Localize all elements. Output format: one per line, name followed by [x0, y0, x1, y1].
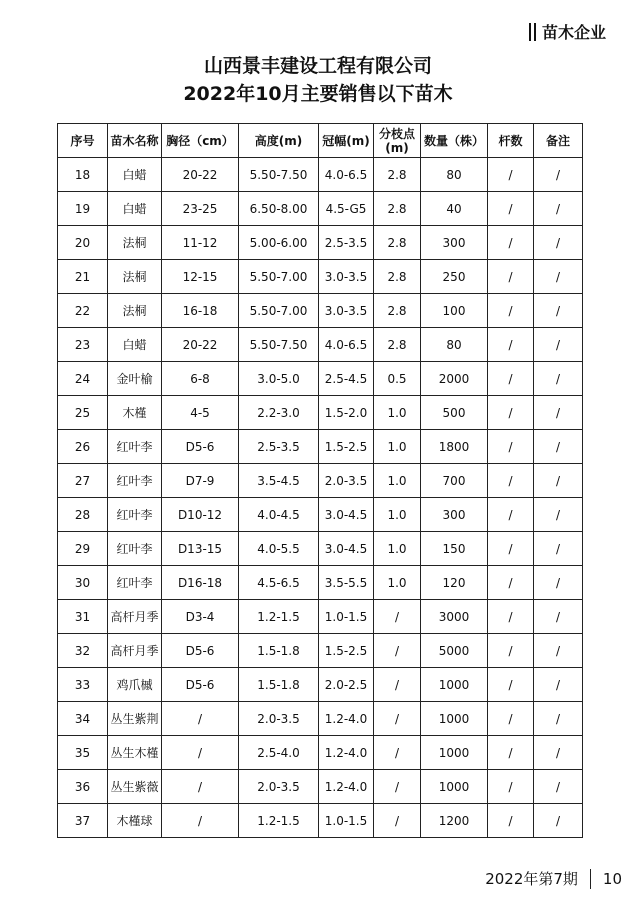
table-cell: /	[374, 702, 421, 736]
header-cell-line: 分枝点	[378, 126, 415, 141]
table-cell: /	[534, 770, 583, 804]
table-cell: /	[488, 498, 534, 532]
table-row	[58, 804, 583, 838]
table-cell: 1000	[421, 702, 488, 736]
table-cell: /	[488, 804, 534, 838]
table-cell: 丛生紫荆	[108, 702, 162, 736]
table-cell: D3-4	[162, 600, 239, 634]
table-cell: 6-8	[162, 362, 239, 396]
table-cell: 1.0	[374, 396, 421, 430]
table-cell: /	[534, 362, 583, 396]
table-cell: 3.5-4.5	[239, 464, 319, 498]
table-cell: 3.0-3.5	[319, 260, 374, 294]
table-row	[58, 736, 583, 770]
table-cell: 1.0	[374, 566, 421, 600]
table-row	[58, 362, 583, 396]
table-row	[58, 634, 583, 668]
table-cell: /	[488, 226, 534, 260]
header-cell: 苗木名称	[108, 124, 162, 158]
table-cell: 500	[421, 396, 488, 430]
table-cell: 2.5-3.5	[239, 430, 319, 464]
title-subject: 2022年10月主要销售以下苗木	[183, 83, 453, 105]
table-cell: /	[534, 498, 583, 532]
table-cell: 5.00-6.00	[239, 226, 319, 260]
table-cell: 3.0-3.5	[319, 294, 374, 328]
table-cell: 丛生紫薇	[108, 770, 162, 804]
table-cell: 2000	[421, 362, 488, 396]
table-cell: 1.0-1.5	[319, 804, 374, 838]
table-cell: 26	[58, 430, 108, 464]
table-cell: 5.50-7.00	[239, 260, 319, 294]
table-cell: /	[534, 634, 583, 668]
table-cell: /	[534, 260, 583, 294]
table-cell: 白蜡	[108, 158, 162, 192]
table-cell: 红叶李	[108, 532, 162, 566]
table-cell: D5-6	[162, 430, 239, 464]
title-company: 山西景丰建设工程有限公司	[203, 55, 432, 77]
table-cell: 250	[421, 260, 488, 294]
table-row	[58, 294, 583, 328]
table-cell: /	[534, 396, 583, 430]
table-cell: 18	[58, 158, 108, 192]
table-cell: 150	[421, 532, 488, 566]
table-cell: 1.0-1.5	[319, 600, 374, 634]
table-cell: D5-6	[162, 634, 239, 668]
table-cell: 红叶李	[108, 430, 162, 464]
table-cell: /	[374, 736, 421, 770]
table-cell: 白蜡	[108, 192, 162, 226]
table-cell: 300	[421, 498, 488, 532]
table-cell: /	[534, 328, 583, 362]
table-cell: 1.2-4.0	[319, 770, 374, 804]
table-cell: /	[162, 736, 239, 770]
table-cell: /	[534, 566, 583, 600]
table-cell: 0.5	[374, 362, 421, 396]
page-number: 10	[602, 869, 622, 888]
table-cell: /	[534, 532, 583, 566]
table-cell: 24	[58, 362, 108, 396]
table-cell: 4.0-6.5	[319, 158, 374, 192]
table-cell: /	[488, 294, 534, 328]
table-cell: 20	[58, 226, 108, 260]
table-cell: 11-12	[162, 226, 239, 260]
header-cell: 胸径（cm）	[162, 124, 239, 158]
table-cell: 2.5-4.0	[239, 736, 319, 770]
table-cell: /	[374, 770, 421, 804]
table-cell: 23-25	[162, 192, 239, 226]
table-cell: 红叶李	[108, 566, 162, 600]
table-cell: 5000	[421, 634, 488, 668]
table-cell: 2.5-3.5	[319, 226, 374, 260]
table-cell: 3.0-4.5	[319, 498, 374, 532]
table-cell: 30	[58, 566, 108, 600]
table-cell: 丛生木槿	[108, 736, 162, 770]
table-row	[58, 600, 583, 634]
page-footer	[485, 868, 622, 889]
table-cell: 1.2-4.0	[319, 702, 374, 736]
table-row	[58, 328, 583, 362]
table-row	[58, 702, 583, 736]
table-cell: 1.0	[374, 430, 421, 464]
header-cell: 冠幅(m)	[319, 124, 374, 158]
table-cell: /	[374, 668, 421, 702]
table-cell: 36	[58, 770, 108, 804]
table-cell: 2.8	[374, 328, 421, 362]
table-cell: 40	[421, 192, 488, 226]
table-cell: 32	[58, 634, 108, 668]
table-cell: 5.50-7.00	[239, 294, 319, 328]
table-cell: 2.8	[374, 294, 421, 328]
table-cell: /	[534, 192, 583, 226]
table-cell: /	[488, 770, 534, 804]
table-cell: 2.0-3.5	[319, 464, 374, 498]
table-row	[58, 260, 583, 294]
table-row	[58, 158, 583, 192]
header-tag	[529, 20, 606, 43]
table-cell: /	[488, 634, 534, 668]
table-cell: /	[374, 634, 421, 668]
table-cell: /	[162, 770, 239, 804]
table-cell: 3.5-5.5	[319, 566, 374, 600]
table-cell: 3.0-5.0	[239, 362, 319, 396]
table-cell: /	[534, 736, 583, 770]
table-cell: /	[534, 702, 583, 736]
table-cell: 1.2-4.0	[319, 736, 374, 770]
table-cell: 1.0	[374, 532, 421, 566]
table-cell: 4.0-6.5	[319, 328, 374, 362]
table-cell: D13-15	[162, 532, 239, 566]
table-row	[58, 226, 583, 260]
table-cell: 6.50-8.00	[239, 192, 319, 226]
table-cell: 19	[58, 192, 108, 226]
table-cell: 1.5-1.8	[239, 668, 319, 702]
table-cell: 34	[58, 702, 108, 736]
table-cell: 2.5-4.5	[319, 362, 374, 396]
table-cell: 1800	[421, 430, 488, 464]
table-cell: 120	[421, 566, 488, 600]
table-row	[58, 532, 583, 566]
table-cell: /	[374, 804, 421, 838]
table-cell: /	[534, 158, 583, 192]
table-cell: /	[162, 702, 239, 736]
table-cell: 法桐	[108, 294, 162, 328]
table-cell: /	[488, 260, 534, 294]
table-cell: 高杆月季	[108, 634, 162, 668]
table-cell: 80	[421, 158, 488, 192]
table-cell: D5-6	[162, 668, 239, 702]
header-cell-line: (m)	[385, 140, 409, 155]
table-cell: 红叶李	[108, 464, 162, 498]
table-cell: 12-15	[162, 260, 239, 294]
table-cell: 2.0-3.5	[239, 702, 319, 736]
table-cell: /	[488, 362, 534, 396]
table-cell: 1.5-2.5	[319, 430, 374, 464]
table-cell: 2.2-3.0	[239, 396, 319, 430]
table-row	[58, 498, 583, 532]
table-cell: 法桐	[108, 226, 162, 260]
table-cell: 1.0	[374, 464, 421, 498]
table-cell: 31	[58, 600, 108, 634]
table-cell: 法桐	[108, 260, 162, 294]
table-cell: 4.5-6.5	[239, 566, 319, 600]
table-cell: /	[534, 804, 583, 838]
table-cell: 21	[58, 260, 108, 294]
table-cell: 鸡爪槭	[108, 668, 162, 702]
table-cell: /	[488, 430, 534, 464]
table-cell: 1.0	[374, 498, 421, 532]
table-cell: 29	[58, 532, 108, 566]
table-cell: 2.8	[374, 260, 421, 294]
divider-bars	[529, 23, 536, 41]
table-cell: /	[488, 668, 534, 702]
table-cell: 35	[58, 736, 108, 770]
header-cell: 备注	[534, 124, 583, 158]
table-cell: 2.8	[374, 158, 421, 192]
table-cell: 22	[58, 294, 108, 328]
table-cell: 25	[58, 396, 108, 430]
table-cell: /	[488, 566, 534, 600]
table-cell: 20-22	[162, 158, 239, 192]
table-cell: 4.5-G5	[319, 192, 374, 226]
table-cell: 5.50-7.50	[239, 328, 319, 362]
header-cell: 数量（株）	[421, 124, 488, 158]
table-cell: /	[162, 804, 239, 838]
table-cell: 4.0-4.5	[239, 498, 319, 532]
table-cell: 3000	[421, 600, 488, 634]
table-cell: 1000	[421, 770, 488, 804]
table-cell: 5.50-7.50	[239, 158, 319, 192]
table-cell: /	[488, 702, 534, 736]
table-cell: 1000	[421, 668, 488, 702]
table-row	[58, 430, 583, 464]
table-cell: 80	[421, 328, 488, 362]
table-cell: /	[488, 192, 534, 226]
page-title	[0, 52, 636, 108]
table-cell: 23	[58, 328, 108, 362]
issue-label: 2022年第7期	[485, 870, 578, 888]
header-tag-label: 苗木企业	[541, 23, 606, 42]
table-cell: 金叶榆	[108, 362, 162, 396]
table-cell: /	[534, 430, 583, 464]
table-cell: 28	[58, 498, 108, 532]
table-cell: 2.0-3.5	[239, 770, 319, 804]
table-header-row	[58, 124, 583, 158]
table-cell: 2.8	[374, 226, 421, 260]
table-cell: /	[488, 532, 534, 566]
table-cell: 1200	[421, 804, 488, 838]
table-cell: /	[534, 294, 583, 328]
table-cell: 700	[421, 464, 488, 498]
table-cell: 1.2-1.5	[239, 600, 319, 634]
table-cell: /	[488, 464, 534, 498]
table-cell: D10-12	[162, 498, 239, 532]
table-cell: /	[534, 600, 583, 634]
table-cell: 高杆月季	[108, 600, 162, 634]
table-cell: /	[488, 328, 534, 362]
table-cell: 4-5	[162, 396, 239, 430]
table-cell: /	[488, 736, 534, 770]
table-cell: 300	[421, 226, 488, 260]
table-row	[58, 192, 583, 226]
table-cell: 3.0-4.5	[319, 532, 374, 566]
table-cell: 1.5-1.8	[239, 634, 319, 668]
table-cell: /	[374, 600, 421, 634]
table-cell: 1.5-2.0	[319, 396, 374, 430]
table-cell: /	[488, 600, 534, 634]
header-cell	[374, 124, 421, 158]
nursery-stock-table	[57, 123, 583, 838]
table-cell: /	[534, 668, 583, 702]
table-cell: 4.0-5.5	[239, 532, 319, 566]
table-row	[58, 770, 583, 804]
table-cell: /	[488, 158, 534, 192]
table-cell: 木槿	[108, 396, 162, 430]
table-cell: 20-22	[162, 328, 239, 362]
table-cell: 2.0-2.5	[319, 668, 374, 702]
footer-divider	[590, 869, 591, 889]
header-cell: 高度(m)	[239, 124, 319, 158]
table-cell: 2.8	[374, 192, 421, 226]
table-cell: 16-18	[162, 294, 239, 328]
table-cell: 1.2-1.5	[239, 804, 319, 838]
header-cell: 杆数	[488, 124, 534, 158]
table-cell: /	[534, 464, 583, 498]
table-row	[58, 396, 583, 430]
table-body	[58, 158, 583, 838]
table-cell: 100	[421, 294, 488, 328]
table-cell: 1.5-2.5	[319, 634, 374, 668]
table-cell: /	[488, 396, 534, 430]
table-cell: 白蜡	[108, 328, 162, 362]
table-row	[58, 464, 583, 498]
table-cell: /	[534, 226, 583, 260]
table-cell: 红叶李	[108, 498, 162, 532]
table-cell: D7-9	[162, 464, 239, 498]
table-row	[58, 566, 583, 600]
table-cell: D16-18	[162, 566, 239, 600]
table-cell: 1000	[421, 736, 488, 770]
table-row	[58, 668, 583, 702]
table-cell: 37	[58, 804, 108, 838]
table-cell: 木槿球	[108, 804, 162, 838]
header-cell: 序号	[58, 124, 108, 158]
table-cell: 27	[58, 464, 108, 498]
table-cell: 33	[58, 668, 108, 702]
